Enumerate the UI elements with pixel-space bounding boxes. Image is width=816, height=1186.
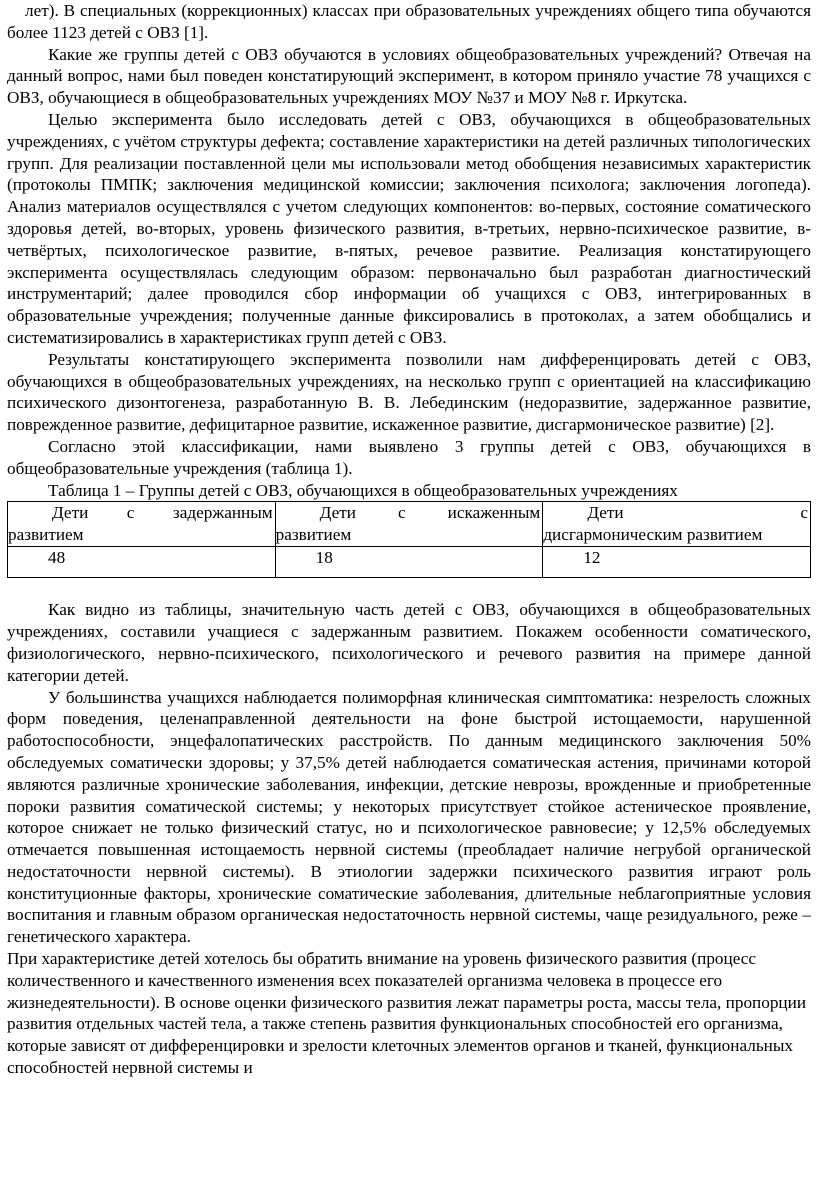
- table-row: [8, 547, 811, 578]
- spacer: [7, 578, 811, 599]
- groups-table: [7, 501, 811, 578]
- header-line1: Дети с: [587, 503, 808, 523]
- table-cell-distorted: 18: [275, 547, 543, 578]
- header-line2: дисгармоническим развитием: [543, 525, 763, 545]
- paragraph-aim: Целью эксперимента было исследовать детей с ОВЗ, обучающихся в общеобразовательных учреждениях, с учётом структуры дефекта; составление характеристики на детей различных типологических групп. Для реализации поставленной цели мы использовали метод обобщения независимых характеристик (протоколы ПМПК; заключения медицинской комиссии; заключения психолога; заключения логопеда). Анализ материалов осуществлялся с учетом следующих компонентов: во-первых, состояние соматического здоровья детей, во-вторых, уровень физического развития, в-третьих, нервно-психическое развитие, в-четвёртых, психологическое развитие, в-пятых, речевое развитие. Реализация констатирующего эксперимента осуществлялась следующим образом: первоначально был разработан диагностический инструментарий; далее проводился сбор информации об учащихся с ОВЗ, интегрированных в образовательные учреждения; полученные данные фиксировались в протоколах, а затем обобщались и систематизировались в характеристиках групп детей с ОВЗ.: [7, 109, 811, 347]
- paragraph-continuation: лет). В специальных (коррекционных) классах при образовательных учреждениях общего типа обучаются более 1123 детей с ОВЗ [1].: [7, 1, 811, 42]
- table-header-cell: [543, 502, 811, 547]
- table-cell-delayed: 48: [8, 547, 276, 578]
- paragraph-classification: Согласно этой классификации, нами выявлено 3 группы детей с ОВЗ, обучающихся в общеобразовательные учреждения (таблица 1).: [7, 436, 811, 478]
- paragraph-table-summary: Как видно из таблицы, значительную часть детей с ОВЗ, обучающихся в общеобразовательных учреждениях, составили учащиеся с задержанным развитием. Покажем особенности соматического, физиологического, нервно-психического, психологического и речевого развития на примере данной категории детей.: [7, 600, 811, 685]
- table-caption: Таблица 1 – Группы детей с ОВЗ, обучающихся в общеобразовательных учреждениях: [48, 480, 678, 500]
- document-page: [7, 0, 811, 1079]
- paragraph-symptoms: У большинства учащихся наблюдается полиморфная клиническая симптоматика: незрелость сложных форм поведения, целенаправленной деятельности на фоне быстрой истощаемости, нарушенной работоспособности, энцефалопатических расстройств. По данным медицинского заключения 50% обследуемых соматически здоровы; у 37,5% детей наблюдается соматическая астения, причинами которой являются различные хронические заболевания, инфекции, детские неврозы, врожденные и приобретенные пороки развития соматической системы; у некоторых присутствует стойкое астеническое проявление, которое снижает не только физический статус, но и психологическое равновесие; у 12,5% обследуемых отмечается повышенная истощаемость нервной системы (преобладает наличие негрубой органической недостаточности нервной системы). В этиологии задержки психического развития играют роль конституционные факторы, хронические соматические заболевания, длительные неблагоприятные условия воспитания и главным образом органическая недостаточность нервной системы, чаще резидуального, реже – генетического характера.: [7, 687, 811, 947]
- paragraph-physical-development: При характеристике детей хотелось бы обратить внимание на уровень физического развития (процесс количественного и качественного изменения всех показателей организма человека в процессе его жизнедеятельности). В основе оценки физического развития лежат параметры роста, массы тела, пропорции развития отдельных частей тела, а также степень развития функциональных способностей его организма, которые зависят от дифференцировки и зрелости клеточных элементов органов и тканей, функциональных способностей нервной системы и: [7, 949, 807, 1078]
- table-header-row: [8, 502, 811, 547]
- table-header-cell: [8, 502, 276, 547]
- header-line1: Дети с искаженным: [319, 503, 541, 523]
- header-line2: развитием: [8, 525, 84, 545]
- table-cell-disharmonic: 12: [543, 547, 811, 578]
- header-line1: Дети с задержанным: [52, 503, 273, 523]
- header-line2: развитием: [275, 525, 352, 545]
- paragraph-results: Результаты констатирующего эксперимента позволили нам дифференцировать детей с ОВЗ, обучающихся в общеобразовательных учреждениях, на несколько групп с ориентацией на классификацию психического дизонтогенеза, разработанную В. В. Лебединским (недоразвитие, задержанное развитие, поврежденное развитие, дефицитарное развитие, искаженное развитие, дисгармоническое развитие) [2].: [7, 349, 811, 435]
- paragraph-question: Какие же группы детей с ОВЗ обучаются в условиях общеобразовательных учреждений? Отвечая на данный вопрос, нами был поведен констатирующий эксперимент, в котором приняло участие 78 учащихся с ОВЗ, обучающиеся в общеобразовательных учреждениях МОУ №37 и МОУ №8 г. Иркутска.: [7, 44, 811, 108]
- table-header-cell: [275, 502, 543, 547]
